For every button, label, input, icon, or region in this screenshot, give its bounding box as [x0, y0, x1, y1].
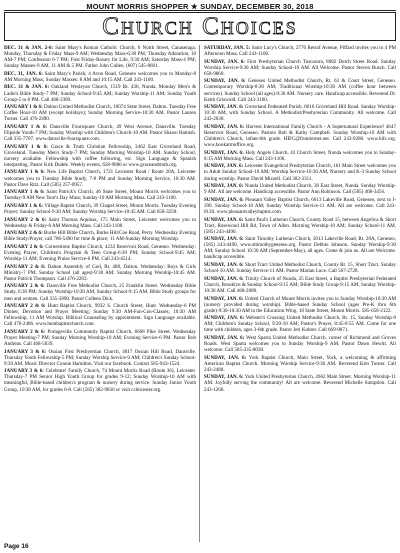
- listing-date: SUNDAY, JAN. 6:: [204, 183, 244, 190]
- church-listing: [4, 144, 196, 168]
- listing-date: JANUARY 2 & 6:: [4, 243, 44, 250]
- church-listing: [4, 124, 196, 142]
- listing-date: SUNDAY, JAN. 6:: [204, 275, 244, 282]
- church-listing: [204, 104, 396, 122]
- church-listing: [204, 217, 396, 235]
- church-listing: [204, 78, 396, 102]
- listing-text: Ossian First Presbyterian Church, 4817 Ossian Hill Road, Dansville. Thursday Youth Fellowship-5 PM; Sunday Worship Service-9 AM; Children's Sunday School-9:30 AM. Music Director Connie Hamilton. Visit our facebook. Contact 585-943-1524.: [4, 348, 196, 367]
- listing-text: York Baptist Church, Main Street, York, a welcoming & affirming American Baptist Church. Morning Worship Service-9:30 AM. Reverend Kim Turner. Call 243-2488.: [204, 354, 396, 373]
- listing-date: JANUARY 1 & 6:: [4, 169, 45, 176]
- church-listing: [4, 303, 196, 327]
- listing-date: SUNDAY, JAN. 6:: [204, 78, 246, 85]
- listing-text: Saint Mary's Parish, 4 Avon Road, Geneseo welcomes you to Monday-8 AM Morning Mass; Sunday Masses: 8 AM and 10:15 AM. Call 243-1100.: [4, 70, 196, 83]
- listing-text: Saint Lucy's Church, 2770 Retsof Avenue, Piffard invites you to 4 PM Afternoon Mass. Call 243-1100.: [204, 45, 396, 58]
- listing-date: SUNDAY, JAN. 6:: [204, 149, 244, 156]
- listing-date: SUNDAY, JAN. 6:: [204, 216, 244, 223]
- listing-text: Dansville Foursquare Church, 49 West Avenue, Dansville. Tuesday Flipside Youth-7 PM; Sunday Worship with Children's Church-10 AM. Pastor Shawn Hamish. Call 335-7707. www.dansville-foursquare.com.: [4, 123, 196, 143]
- listing-date: JANUARY 2 & 6:: [4, 328, 46, 335]
- church-listing: [204, 163, 396, 181]
- section-banner: [4, 12, 396, 41]
- church-listing: [204, 45, 396, 57]
- church-listing: [4, 283, 196, 301]
- listing-date: DEC. 31 & JAN. 2-6:: [4, 45, 54, 51]
- listing-date: JANUARY 1 & 6:: [4, 143, 48, 150]
- church-listing: [204, 124, 396, 148]
- banner-title: Church Choices: [102, 13, 298, 40]
- listing-text: Dalton Assembly of God, Rt. 408, Dalton. Wednesday: Boys & Girls Ministry-7 PM; Sunday School (all ages)-9:30 AM; Sunday Morning Worship-10:45 AM. Pastor Patrick Thompson. Call 476-2263.: [4, 263, 196, 282]
- listing-date: SUNDAY, JAN. 6:: [204, 374, 244, 381]
- listing-date: JANUARY 1 & 6:: [4, 189, 45, 196]
- listing-date: SUNDAY, JAN. 6:: [204, 315, 245, 322]
- right-column: [204, 45, 396, 542]
- church-listing: [204, 150, 396, 162]
- church-listing: [204, 59, 396, 77]
- listing-text: Village Baptist Church, 39 Chapel Street, Mount Morris. Tuesday Evening Prayer; Sunday School-9:30 AM; Sunday Worship Service-10:45 AM. Call 658-3258.: [4, 202, 196, 215]
- church-listing: [204, 276, 396, 294]
- listing-date: SUNDAY, JAN. 6:: [204, 334, 245, 341]
- listing-date: JANUARY 2 & 6:: [4, 230, 43, 237]
- church-listing: [4, 189, 196, 201]
- church-listing: [4, 264, 196, 282]
- listing-text: Portageville Community Baptist Church, 6668 Pike Street. Wednesday Prayer Meeting-7 PM; Sunday Morning Worship-10 AM; Evening Service-6 PM. Pastor Rob Andreas. Call 468-5039.: [4, 328, 196, 348]
- listing-date: SUNDAY, JAN. 6:: [204, 163, 244, 170]
- church-listing: [4, 84, 196, 102]
- listing-date: JANUARY 2 & 6:: [4, 263, 46, 270]
- listing-text: United Church of Mount Morris invites you to Sunday Worship-10:30 AM (nursery provided during worship). Bible-based Sunday School (ages Pre-K thru 6th grade)-9:30-10:30 AM in the Education Wing. 18 State Street, Mount Morris. 585-658-2122.: [204, 295, 396, 314]
- listing-text: Geneseo United Methodist Church, Rt. 63 & Court Street, Geneseo. Contemporary Worship-8:30 AM; Traditional Worship-10:30 AM (coffee hour between services). Sunday School (all ages)-9:30 AM. Nursery care. Handicap accessible. Reverend Dr. Keith Griswold. Call 243-3160.: [204, 78, 396, 103]
- church-listing: [4, 45, 196, 69]
- listing-text: Cornerstone Baptist Church, 4232 Reservoir Road, Geneseo. Wednesday: Evening Prayer, Children's Program & Teen Group-6:30 PM; Sunday School-9:45 AM; Worship-11 AM; Evening Praise Service-6 PM. Call 243-4514.: [4, 243, 196, 263]
- listing-date: SUNDAY, JAN. 6:: [204, 262, 244, 269]
- listing-text: Hunt Baptist Church, 9932 S. Church Street, Hunt. Wednesday-6 PM Dinner, Devotion and Prayer Meeting; Sunday 9:30 AM-Fun-Con-Classes; 10:30 AM Fellowship, 11 AM Worship. Biblical Counseling by appointment. Sign Language available. Call 476-2486. www.huntbaptistchurch.com.: [4, 303, 196, 328]
- listing-text: Celebrate! Family Church, 74 Mount Morris Road (Route 36), Leicester. Thursday-7 PM Senior High Youth Group for grades 9-12; Sunday Worship-10 AM with meaningful, Bible-based children's program & nursery during service. Sunday Junior Youth Group, 10:30 AM, for grades 6-8. Call (585) 382-9830 or visit ccleicester.org.: [4, 368, 196, 393]
- listing-date: SUNDAY, JAN. 6:: [204, 354, 247, 361]
- church-listing: [4, 329, 196, 347]
- church-listing: [4, 203, 196, 215]
- listing-date: SUNDAY, JAN. 6:: [204, 196, 244, 203]
- listing-date: SUNDAY, JAN. 6:: [204, 295, 244, 302]
- listing-date: SATURDAY, JAN. 5:: [204, 45, 251, 51]
- footer: [4, 543, 396, 553]
- listing-text: Burke Hill Bible Church, Burke Hill/Coe Road, Perry. Wednesday Evening Bible Study/Prayer, call 786-5490 for time & place; 11 AM-Sunday Morning Worship.: [4, 230, 196, 243]
- left-column: [4, 45, 196, 542]
- church-listing: [4, 349, 196, 367]
- listing-date: SUNDAY, JAN. 6:: [204, 236, 244, 243]
- listing-date: SUNDAY, JAN. 6:: [204, 123, 245, 130]
- listing-text: Saint Patrick's Church, 46 State Street, Mount Morris welcomes you to Tuesday-9 AM New Year's Day Mass; Sunday-10 AM Morning Mass. Call 243-1100.: [4, 189, 196, 202]
- church-listing: [204, 197, 396, 215]
- listing-date: JANUARY 3 & 6:: [4, 368, 44, 375]
- masthead-rule: [4, 10, 396, 11]
- listing-date: SUNDAY, JAN. 6:: [204, 58, 245, 65]
- listing-text: Saint Timothy Lutheran Church, 3013 Lakeville Road, Rt. 20A, Geneseo, (585) 243-4490, www.sttimothygeneseo.org. Pastor Debbie Johnson. Sunday Worship-9:30 AM; Sunday School 10:30 AM (September-May), all ages. Come & join us. All are Welcome. handicap accessible.: [204, 236, 396, 261]
- church-listing: [4, 169, 196, 187]
- church-listing: [204, 355, 396, 373]
- church-listing: [4, 71, 196, 83]
- listing-date: JANUARY 1 & 6:: [4, 202, 44, 209]
- church-listing: [204, 262, 396, 274]
- page-number: Page 16: [4, 543, 29, 550]
- listing-text: West Sparta United Methodist Church, corner of Richmond and Groves Roads. West Sparta welcomes you to Sunday Worship-9 AM. Pastor Dawn Hewitt. All welcome. Call 585-335-8030.: [204, 334, 396, 354]
- listing-date: JANUARY 2 & 6:: [4, 216, 47, 223]
- masthead: MOUNT MORRIS SHOPPER ★ SUNDAY, DECEMBER 30, 2018: [86, 2, 314, 11]
- listing-text: Short Tract United Methodist Church, County Rt. 15, Short Tract. Sunday School-10 AM. Sunday Service-11 AM. Pastor Marian Luce. Call 567-2728.: [204, 262, 396, 275]
- listing-date: JANUARY 3 & 6:: [4, 348, 47, 355]
- listing-text: Oakland Wesleyan Church, 1519 Rt. 436, Nunda. Monday Men's & Ladie's Bible Study-7 PM; Sunday School-9:45 AM; Sunday Worship-11 AM; Sunday Youth Group-5 to 8 PM. Call 468-2389.: [4, 84, 196, 103]
- listing-text: Dalton United Methodist Church, 10074 State Street, Dalton. Tuesday Free Coffee Hour-10 AM (except holidays); Sunday Morning Service-10:30 AM. Pastor Lauren Turner. Call 476-2490.: [4, 104, 196, 123]
- listing-text: Grace & Truth Christian Fellowship, 3462 East Groveland Road, Groveland. Tuesday Men's Study-7 PM; Sunday Morning Worship-10 AM. Sunday School, nursery available. Fellowship with coffee following, etc. Sign Language & Spanish interpreting. Pastor Kirk Dudek. Weekly events, 658-9880 or www.graceandtruth.org.: [4, 143, 196, 168]
- listing-text: New Life Baptist Church, 1721 Leicester Road / Route 20A, Leicester welcomes you to Tuesday Bible Study, 7-8 PM and Sunday Morning Service, 10:30 AM. Pastor Dave Ritz. Call (585) 257-0957.: [4, 169, 196, 188]
- listing-text: Pleasant Valley Baptist Church, 6613 Lakeville Road, Geneseo, next to I-390. Sunday School-10 AM; Sunday Worship Service-11 AM. All are welcome. Call 243-0130. www.pleasantvalleybaptist.com.: [204, 196, 396, 215]
- listing-text: Webster's Crossing United Methodist Church, Rt. 15, Sunday Worship-9 AM; Children's Sunday School, 9:20-10 AM; Pastor's Prayer, 8:45-8:55 AM. Come for one time with children, ages 3-6th grade. Pastor Jeri Kohrer. Call 669-9071.: [204, 315, 396, 334]
- church-listing: [204, 374, 396, 392]
- listing-date: SUNDAY, JAN. 6:: [204, 104, 244, 111]
- listing-date: JANUARY 2 & 6:: [4, 283, 45, 290]
- church-listing: [4, 230, 196, 242]
- listing-text: Nunda United Methodist Church, 30 East Street, Nunda. Sunday Worship-9 AM. All are welcome. Handicap accessible. Pastor Ann Robinson. Call (585) 468-3456.: [204, 183, 396, 196]
- listing-text: Harvest International Family Church - A Supernatural Experience! 4647 Reservoir Road, Geneseo. Pastors Bob & Kathy Campbell. Sunday Worship-10 AM with Children's Church, infant-6th grade. HIFC@frontiernet.net. Call 243-9280. www.hifc.org. www.bookarmoffice.org.: [204, 123, 396, 149]
- listing-text: Saint Paul's Lutheran Church, County Road 15, between Angelica & Short Tract, Rosewood Hill Rd, Town of Allen. Morning Worship-10 AM; Sunday School-11 AM. (585) 243-4490.: [204, 216, 396, 235]
- listing-text: Groveland Federated Parish, 6616 Groveland Hill Road. Sunday Worship-10:30 AM, with Sunday School. A Methodist/Presbyterian Community. All welcome. Call 243-2638.: [204, 104, 396, 123]
- listing-text: Leicester Evangelical Presbyterian Church, 161 Main Street welcomes you to Adult Sunday School-10 AM; Worship Service-10:30 AM, Nursery and K-3 Sunday School during worship. Pastor David Mizzell. Call 382-3311.: [204, 163, 396, 182]
- column-divider: [199, 45, 200, 542]
- listing-text: First Presbyterian Church Tuscarora, 8082 Dutch Street Road. Sunday Worship Service-9:30 AM; Sunday School-10 AM. All Welcome. Pastor Steven Busch. Call 658-9860.: [204, 58, 396, 77]
- listing-date: JANUARY 2 & 6:: [4, 303, 46, 310]
- listing-text: Trinity Church of Nunda, 25 East Street, a Baptist Presbyterian Federated Church, Brooklyn & Sunday School-9:15 AM; Bible Study Group-9:15 AM, Sunday Worship-10:30 AM. Call 468-2680.: [204, 275, 396, 294]
- listing-text: Holy Angels Church, 43 Church Street, Nunda welcomes you to Sunday-8:15 AM Morning Mass. Call 243-1100.: [204, 149, 396, 162]
- listing-date: JANUARY 1 & 6:: [4, 104, 43, 111]
- listing-date: DEC. 31 & JAN. 6:: [4, 84, 50, 91]
- church-listing: [204, 335, 396, 353]
- church-listing: [4, 104, 196, 122]
- listing-text: York United Presbyterian Church, 2662 Main Street. Morning Worship-11 AM. Joyfully serving the community! All are welcome. Reverend Michelle Sumption. Call 243-1266.: [204, 374, 396, 393]
- church-listing: [204, 183, 396, 195]
- church-listing: [204, 315, 396, 333]
- church-listing: [204, 236, 396, 260]
- church-listing: [4, 368, 196, 392]
- church-listing: [4, 244, 196, 262]
- listing-text: Saint Thomas Aquinas, 175 Main Street, Leicester welcomes you to Wednesday & Friday-8 AM Morning Mass. Call 243-1100.: [4, 216, 196, 229]
- listing-date: JANUARY 1 & 6:: [4, 123, 48, 130]
- church-listing: [4, 217, 196, 229]
- listing-date: DEC. 31, JAN. 6:: [4, 70, 43, 77]
- listing-text: Dansville Free Methodist Church, 25 Franklin Street. Wednesday Bible Study, 6:30 PM; Sunday Worship-10:30 AM, Sunday School-9:15 AM. Bible Study groups for men and women. Call 335-3890. Pastor Colleen Dick.: [4, 283, 196, 302]
- church-listing: [204, 296, 396, 314]
- listing-text: Saint Mary's Roman Catholic Church, 6 North Street, Canaseraga. Monday, Thursday & Friday Mass-9 AM; Wednesday Mass-6:30 PM; Thursday Adoration, 10 AM-7 PM; Confession 6-7 PM; First Friday-Rosary for Life, 9:30 AM; Saturday Mass-4 PM; Sunday Masses-9 AM, 11 AM & 5 PM. Father John Cullen. (607) 545-8601.: [4, 45, 196, 70]
